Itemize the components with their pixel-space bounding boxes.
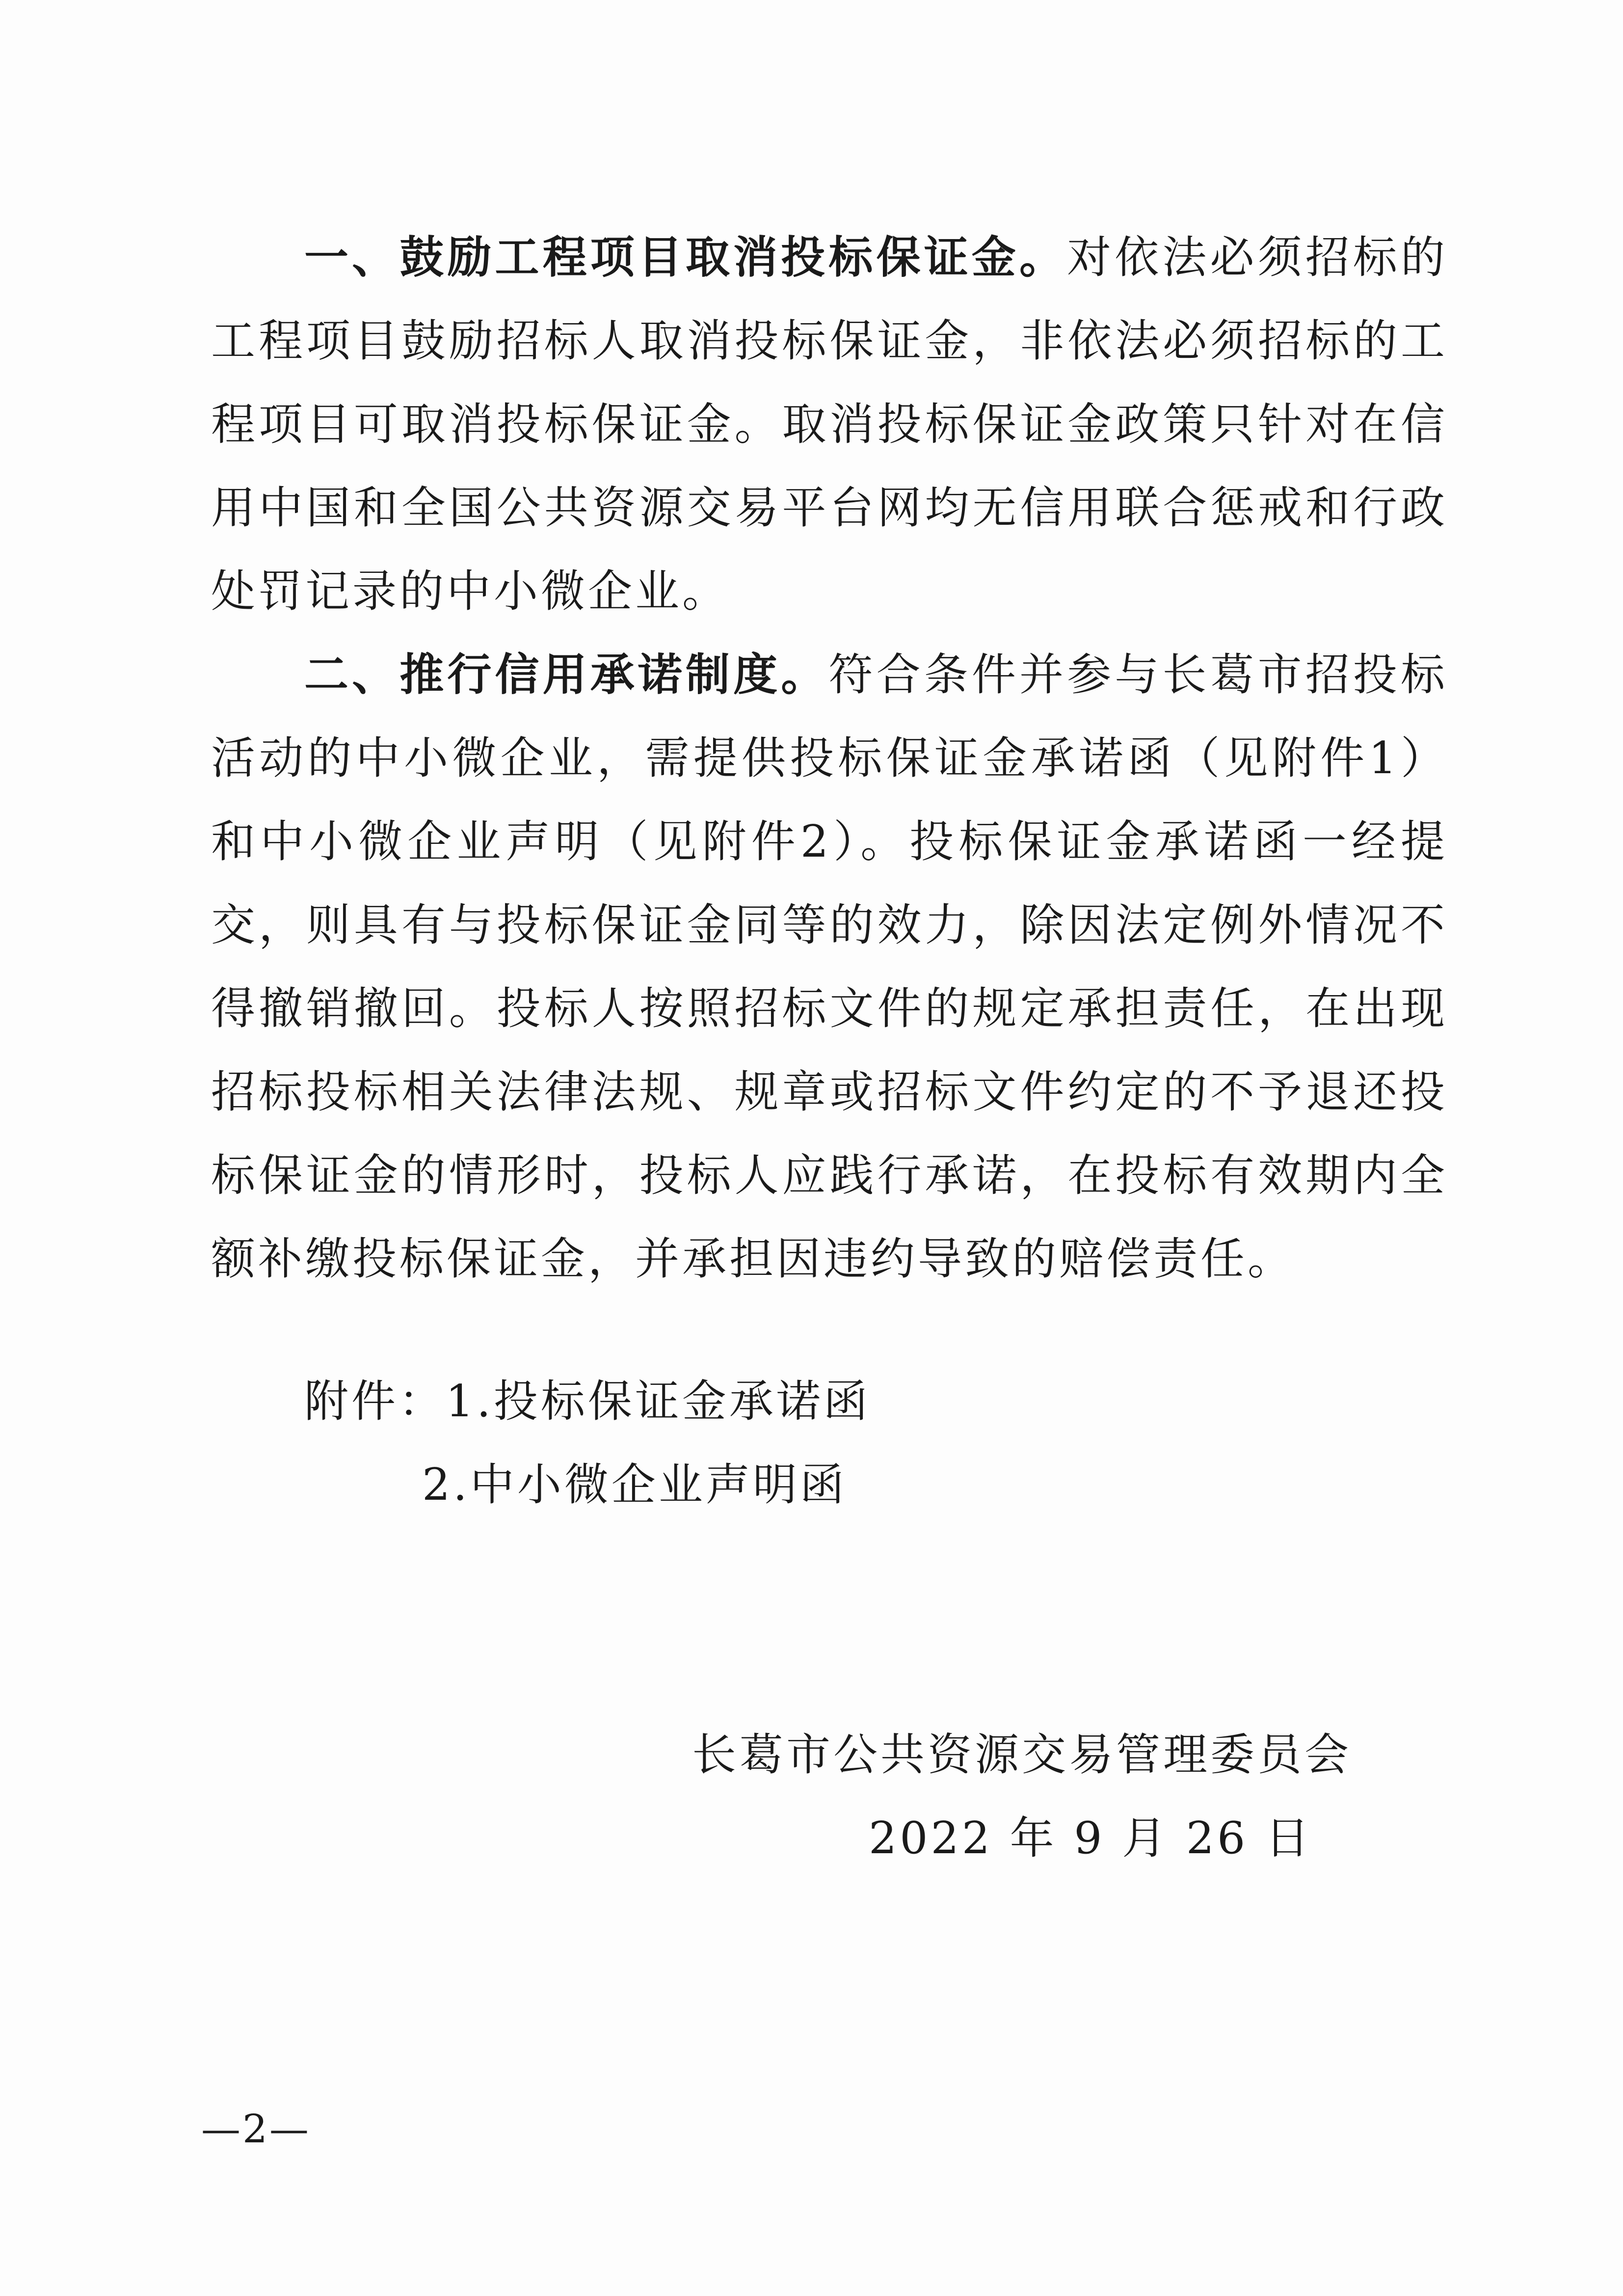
paragraph-1 <box>211 216 1448 633</box>
paragraph-2-text: 符合条件并参与长葛市招投标活动的中小微企业，需提供投标保证金承诺函（见附件1）和中小微企业声明（见附件2）。投标保证金承诺函一经提交，则具有与投标保证金同等的效力，除因法定例外情况不得撤销撤回。投标人按照招标文件的规定承担责任，在出现招标投标相关法律法规、规章或招标文件约定的不予退还投标保证金的情形时，投标人应践行承诺，在投标有效期内全额补缴投标保证金，并承担因违约导致的赔偿责任。 <box>211 649 1448 1285</box>
attachments-list <box>304 1360 871 1527</box>
document-body <box>211 216 1448 1301</box>
attachment-row-1 <box>304 1360 871 1443</box>
signature-block <box>692 1713 1352 1880</box>
attachment-item: 1.投标保证金承诺函 <box>446 1376 871 1427</box>
paragraph-1-text: 对依法必须招标的工程项目鼓励招标人取消投标保证金，非依法必须招标的工程项目可取消投标保证金。取消投标保证金政策只针对在信用中国和全国公共资源交易平台网均无信用联合惩戒和行政处罚记录的中小微企业。 <box>211 232 1448 617</box>
paragraph-1-heading: 一、鼓励工程项目取消投标保证金。 <box>304 232 1067 283</box>
attachment-row-2 <box>304 1443 871 1527</box>
issue-date: 2022 年 9 月 26 日 <box>869 1812 1312 1864</box>
attachments-label: 附件： <box>304 1376 446 1427</box>
issuing-organization: 长葛市公共资源交易管理委员会 <box>692 1729 1352 1781</box>
attachment-item: 2.中小微企业声明函 <box>422 1459 847 1511</box>
paragraph-2 <box>211 633 1448 1301</box>
paragraph-2-heading: 二、推行信用承诺制度。 <box>304 649 829 701</box>
page-number: —2— <box>201 2106 311 2152</box>
